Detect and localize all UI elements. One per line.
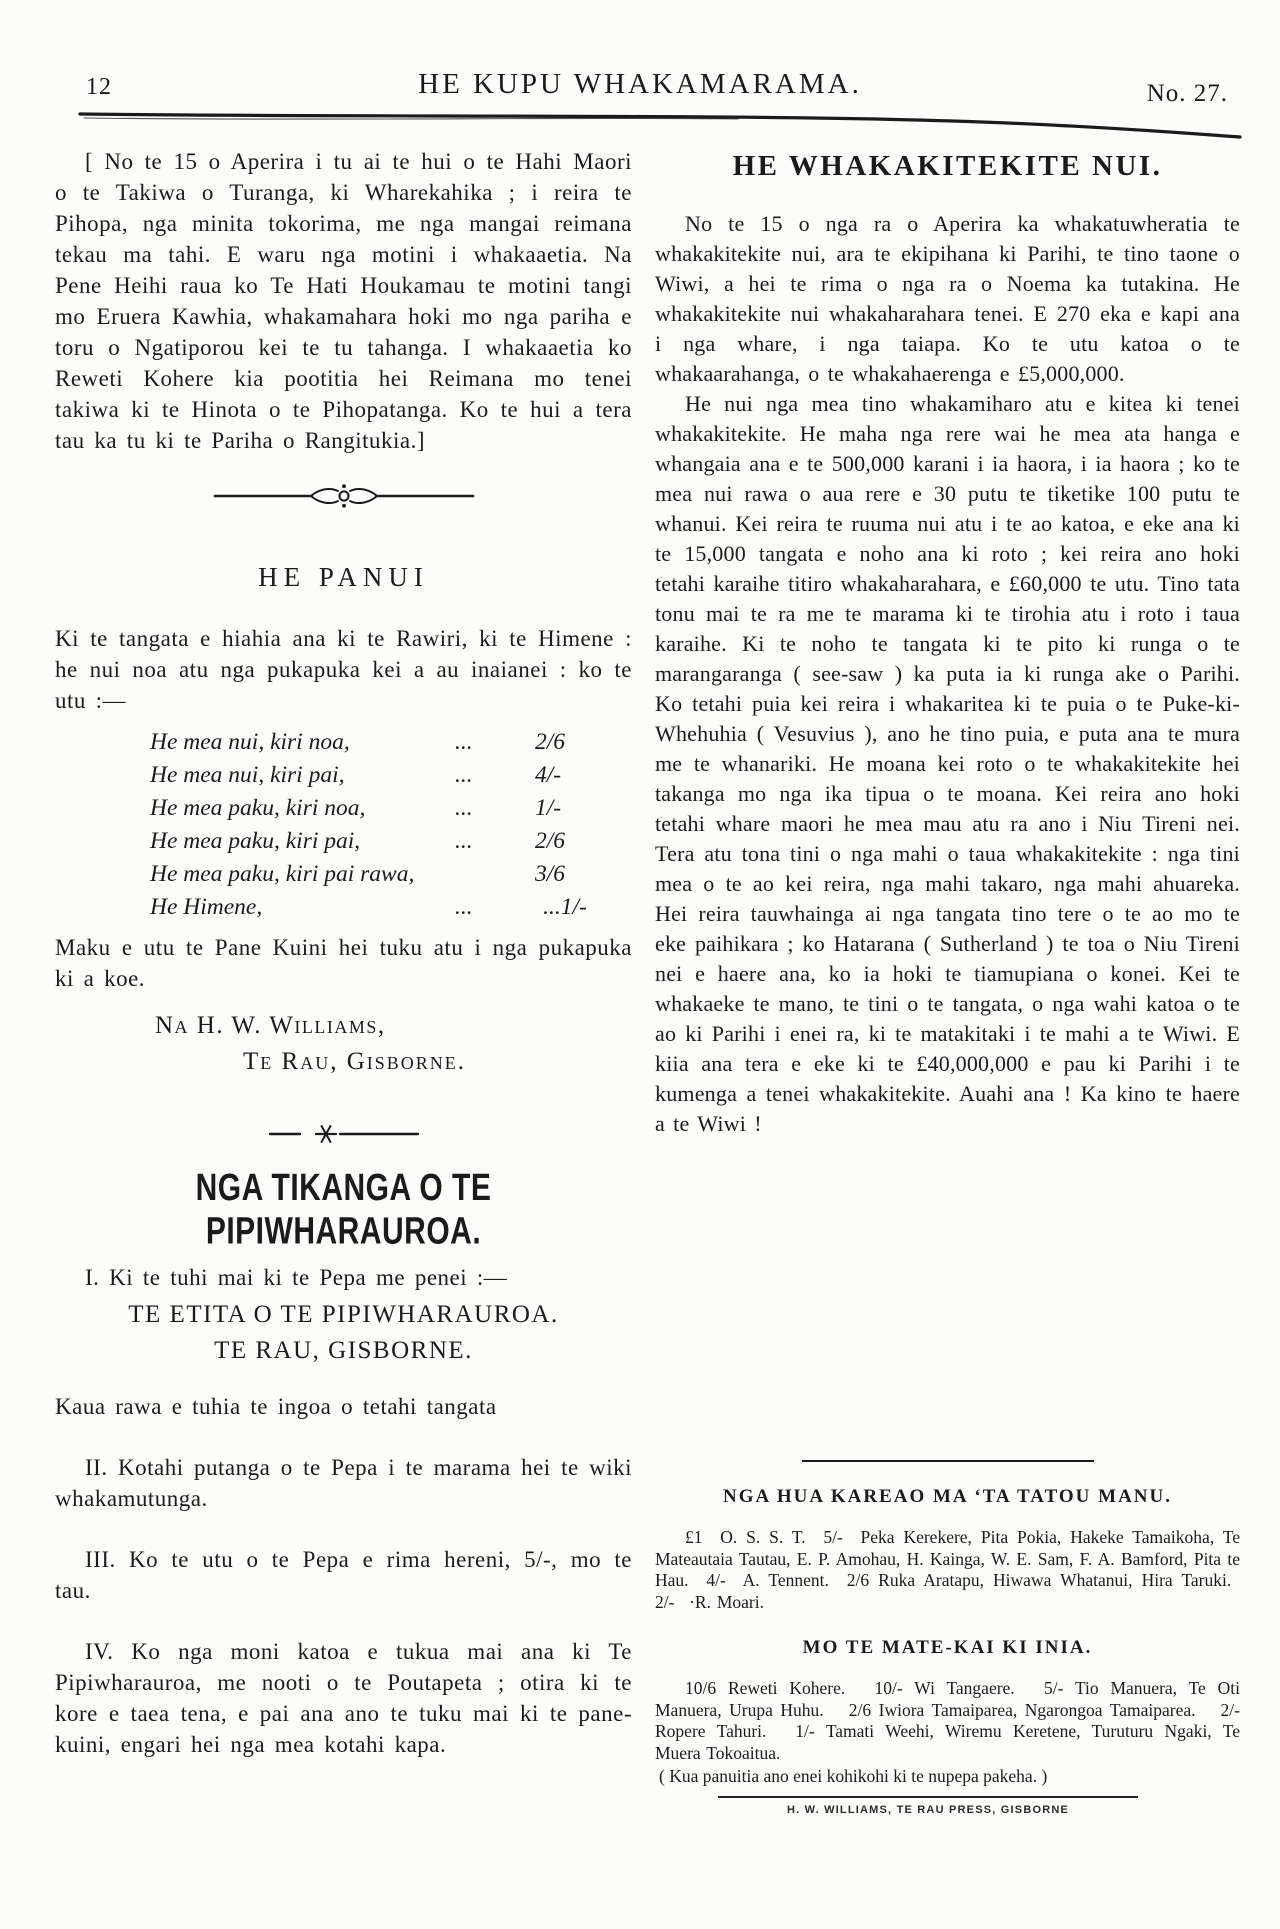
dash-star-divider (268, 1122, 420, 1146)
price-value: 2/6 (535, 729, 566, 755)
price-dots: ... ... (455, 894, 561, 920)
price-dots: ... (455, 762, 473, 788)
rule-3-paragraph: III. Ko te utu o te Pepa e rima hereni, 5/-, mo te tau. (55, 1547, 632, 1603)
price-row (150, 792, 632, 825)
issue-number: No. 27. (1146, 80, 1228, 107)
rule-1-intro: I. Ki te tuhi mai ki te Pepa me penei :— (85, 1265, 508, 1290)
ornament-divider (213, 482, 475, 510)
exhibition-paragraph-1: No te 15 o nga ra o Aperira ka whakatuwheratia te whakakitekite nui, ara te ekipihana ki Parihi, te tino taone o Wiwi, a hei te rima o nga ra o Noema ka tutakina. He whakakitekite nui whakaharahara tenei. E 270 eka e kapi ana i nga whare, i nga taiapa. Ko te utu katoa o te whakaarahanga, o te whakahaerenga e £5,000,000. (655, 211, 1240, 386)
section-rule (802, 1460, 1094, 1462)
price-value: 1/- (560, 894, 587, 920)
price-item-label: He mea paku, kiri pai, (150, 828, 361, 854)
synod-report-paragraph: [ No te 15 o Aperira i tu ai te hui o te Hahi Maori o te Takiwa o Turanga, ki Wharekahika ; i reira te Pihopa, nga minita tokorima, me nga mangai reimana tekau ma tahi. E waru nga motini i whakaaetia. Na Pene Heihi raua ko Te Hati Houkamau te motini tangi mo Eruera Kawhia, whakamahara hoki mo nga pariha e toru o Ngatiporou kei te tu tahanga. I whakaaetia ko Reweti Kohere kia pootitia hei Reimana mo tenei takiwa ki te Hinota o te Pihopatanga. Ko te hui a tera tau ka tu ki te Pariha o Rangitukia.] (55, 149, 632, 453)
left-column (55, 146, 632, 1760)
right-column-article (655, 146, 1240, 1446)
price-row (150, 825, 632, 858)
exhibition-heading: HE WHAKAKITEKITE NUI. (732, 150, 1163, 182)
price-dots: ... (455, 795, 473, 821)
signature-name: Na H. W. Williams, (155, 1012, 386, 1039)
price-row (150, 891, 632, 924)
price-dots: ... (455, 729, 473, 755)
price-list (55, 726, 632, 924)
rule-2-paragraph: II. Kotahi putanga o te Pepa i te marama hei te wiki whakamutunga. (55, 1455, 632, 1511)
editor-address-line-1: TE ETITA O TE PIPIWHARAUROA. (128, 1301, 559, 1328)
editor-address-line-2: TE RAU, GISBORNE. (214, 1337, 473, 1364)
exhibition-paragraph-2: He nui nga mea tino whakamiharo atu e kitea ki tenei whakakitekite. He maha nga rere wai he mea ata hanga e whangaia ana e te 500,000 karani i ia haora, i ia haora ; ko te mea nui rawa o aua rere e 30 putu te tiketike 100 putu te whanui. Kei reira te ruuma nui atu i te ao katoa, e eke ana ki te 15,000 tangata e noho ana ki roto ; kei reira ano hoki tetahi karaihe titiro whakaharahara, e £60,000 te utu. Tino tata tonu mai te ra me te marama ki te tirohia atu i roto i taua karaihe. Ki te noho te tangata ki te pito ki runga o te marangaranga ( see-saw ) ka puta ia ki runga ake o Parihi. Ko tetahi puia kei reira i whakaritea ki te puia o te Puke-ki-Whehuhia ( Vesuvius ), ano he tino puia, e puta ana te mura me te whanariki. He moana kei roto o te whakakitekite hei takanga mo nga ika tipua o te moana. Kei reira ano hoki tetahi whare maori he mea mau atu ra ano i Niu Tireni nei. Tera atu tona tini o nga mahi o taua whakakitekite : nga tini mea o te ao kei reira, nga mahi takaro, nga mahi ahuareka. Hei reira tauwhainga ai nga tangata tino tere o te ao mo te eke paihikara ; ko Hatarana ( Sutherland ) te toa o Niu Tireni nei e haere ana, ko ia hoki te tiamupiana o konei. Kei te whakaeke te mano, te tini o te tangata, o nga wahi katoa o te ao ki Parihi i enei ra, ki te matakitaki i te mahi a te Wiwi. E kiia ana tera e eke ki te £40,000,000 e pau ki Parihi i te kumenga a tenei whakakitekite. Auahi ana ! Ka kino te haere a te Wiwi ! (655, 391, 1240, 1136)
price-row (150, 726, 632, 759)
famine-fund-note: ( Kua panuitia ano enei kohikohi ki te nupepa pakeha. ) (659, 1766, 1048, 1786)
signature-place: Te Rau, Gisborne. (243, 1048, 467, 1075)
rule-1-note: Kaua rawa e tuhia te ingoa o tetahi tangata (55, 1394, 497, 1419)
rule-4-paragraph: IV. Ko nga moni katoa e tukua mai ana ki Te Pipiwharauroa, me nooti o te Poutapeta ; otira ki te kore e taea tena, e pai ana ano te tuku mai ki te pane-kuini, engari hei nga mea kotahi kapa. (55, 1639, 632, 1757)
price-item-label: He mea nui, kiri noa, (150, 729, 350, 755)
price-item-label: He Himene, (150, 894, 263, 920)
panui-heading: HE PANUI (258, 562, 429, 592)
price-dots: ... (455, 828, 473, 854)
right-column-lists (655, 1452, 1240, 1788)
price-item-label: He mea nui, kiri pai, (150, 762, 345, 788)
price-value: 2/6 (535, 828, 566, 854)
press-imprint: H. W. WILLIAMS, TE RAU PRESS, GISBORNE (718, 1796, 1138, 1816)
famine-fund-heading: MO TE MATE-KAI KI INIA. (802, 1637, 1093, 1658)
price-row (150, 759, 632, 792)
price-item-label: He mea paku, kiri pai rawa, (150, 861, 415, 887)
price-dots (455, 858, 535, 891)
masthead-title: HE KUPU WHAKAMARAMA. (418, 68, 862, 100)
tikanga-heading: NGA TIKANGA O TE PIPIWHARAUROA. (195, 1166, 492, 1253)
page-number: 12 (86, 74, 112, 100)
panui-intro-paragraph: Ki te tangata e hiahia ana ki te Rawiri, ki te Himene : he nui noa atu nga pukapuka kei a au inaianei : ko te utu :— (55, 626, 632, 713)
subscriptions-heading: NGA HUA KAREAO MA ʻTA TATOU MANU. (722, 1486, 1172, 1507)
masthead-rule (78, 104, 1243, 148)
price-row (150, 858, 632, 891)
postage-note-paragraph: Maku e utu te Pane Kuini hei tuku atu i nga pukapuka ki a koe. (55, 935, 632, 991)
price-value: 1/- (535, 795, 562, 821)
famine-fund-paragraph: 10/6 Reweti Kohere. 10/- Wi Tangaere. 5/- Tio Manuera, Te Oti Manuera, Urupa Huhu. 2/6 Iwiora Tamaiparea, Ngarongoa Tamaiparea. 2/- Ropere Tahuri. 1/- Tamati Weehi, Wiremu Keretene, Turuturu Ngaki, Te Muera Tokoaitua. (655, 1678, 1240, 1763)
price-item-label: He mea paku, kiri noa, (150, 795, 366, 821)
subscriptions-paragraph: £1 O. S. S. T. 5/- Peka Kerekere, Pita Pokia, Hakeke Tamaikoha, Te Mateautaia Tautau, E. P. Amohau, H. Kainga, W. E. Sam, F. A. Bamford, Pita te Hau. 4/- A. Tennent. 2/6 Ruka Aratapu, Hiwawa Whatanui, Hira Taruki. 2/- ·R. Moari. (655, 1527, 1240, 1612)
price-value: 4/- (535, 762, 562, 788)
price-value: 3/6 (535, 861, 566, 887)
